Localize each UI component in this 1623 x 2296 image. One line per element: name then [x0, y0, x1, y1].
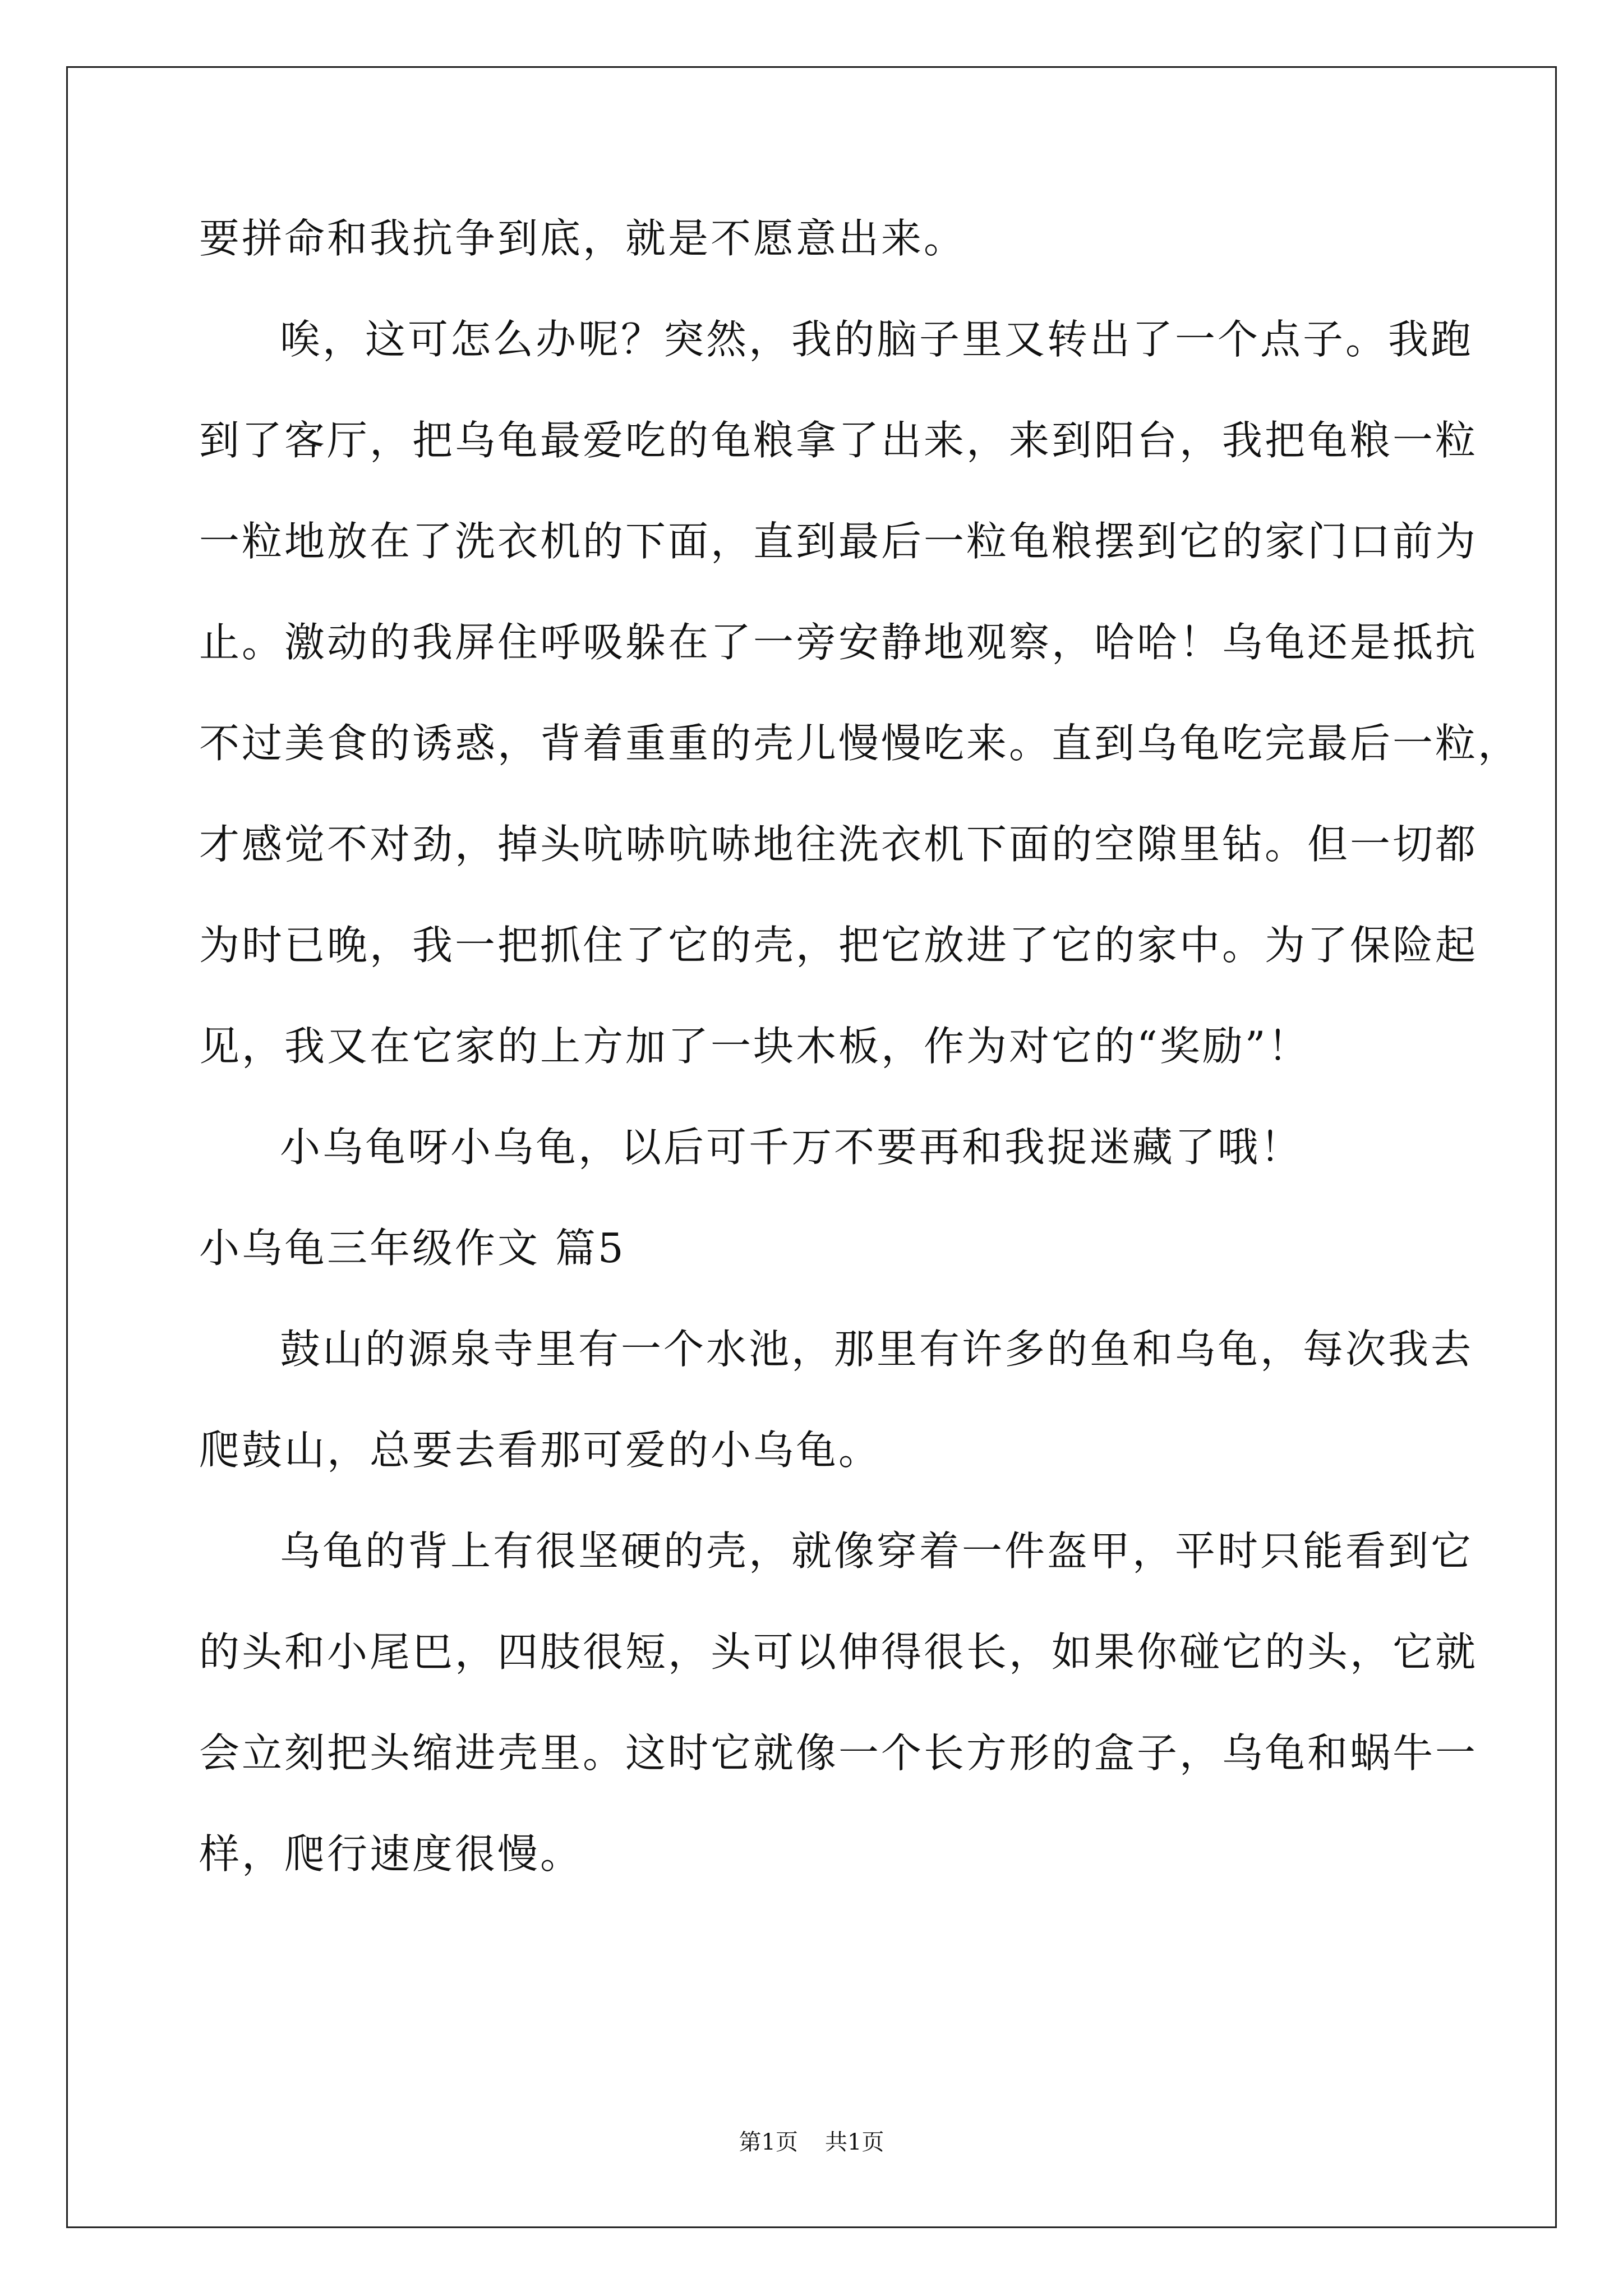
total-pages: 共1页	[825, 2129, 884, 2155]
paragraph-line: 样，爬行速度很慢。	[199, 1830, 583, 1878]
section-heading: 小乌龟三年级作文 篇5	[199, 1225, 626, 1272]
paragraph-line: 乌龟的背上有很坚硬的壳，就像穿着一件盔甲，平时只能看到它	[280, 1527, 1474, 1575]
paragraph-line: 一粒地放在了洗衣机的下面，直到最后一粒龟粮摆到它的家门口前为	[199, 518, 1478, 565]
paragraph-line: 不过美食的诱惑，背着重重的壳儿慢慢吃来。直到乌龟吃完最后一粒，	[199, 720, 1521, 767]
paragraph-line: 要拼命和我抗争到底，就是不愿意出来。	[199, 215, 967, 262]
page-footer	[0, 2128, 1623, 2156]
paragraph-line: 小乌龟呀小乌龟，以后可千万不要再和我捉迷藏了哦！	[280, 1124, 1303, 1171]
paragraph-line: 到了客厅，把乌龟最爱吃的龟粮拿了出来，来到阳台，我把龟粮一粒	[199, 417, 1478, 464]
paragraph-line: 见，我又在它家的上方加了一块木板，作为对它的“奖励”！	[199, 1023, 1311, 1070]
paragraph-line: 鼓山的源泉寺里有一个水池，那里有许多的鱼和乌龟，每次我去	[280, 1326, 1474, 1373]
paragraph-line: 才感觉不对劲，掉头吭哧吭哧地往洗衣机下面的空隙里钻。但一切都	[199, 821, 1478, 868]
page-number: 第1页	[739, 2129, 798, 2155]
paragraph-line: 止。激动的我屏住呼吸躲在了一旁安静地观察，哈哈！乌龟还是抵抗	[199, 619, 1478, 666]
paragraph-line: 的头和小尾巴，四肢很短，头可以伸得很长，如果你碰它的头，它就	[199, 1628, 1478, 1676]
paragraph-line: 会立刻把头缩进壳里。这时它就像一个长方形的盒子，乌龟和蜗牛一	[199, 1729, 1478, 1777]
paragraph-line: 爬鼓山，总要去看那可爱的小乌龟。	[199, 1427, 882, 1474]
paragraph-line: 为时已晚，我一把抓住了它的壳，把它放进了它的家中。为了保险起	[199, 922, 1478, 969]
paragraph-line: 唉，这可怎么办呢？突然，我的脑子里又转出了一个点子。我跑	[280, 316, 1474, 363]
